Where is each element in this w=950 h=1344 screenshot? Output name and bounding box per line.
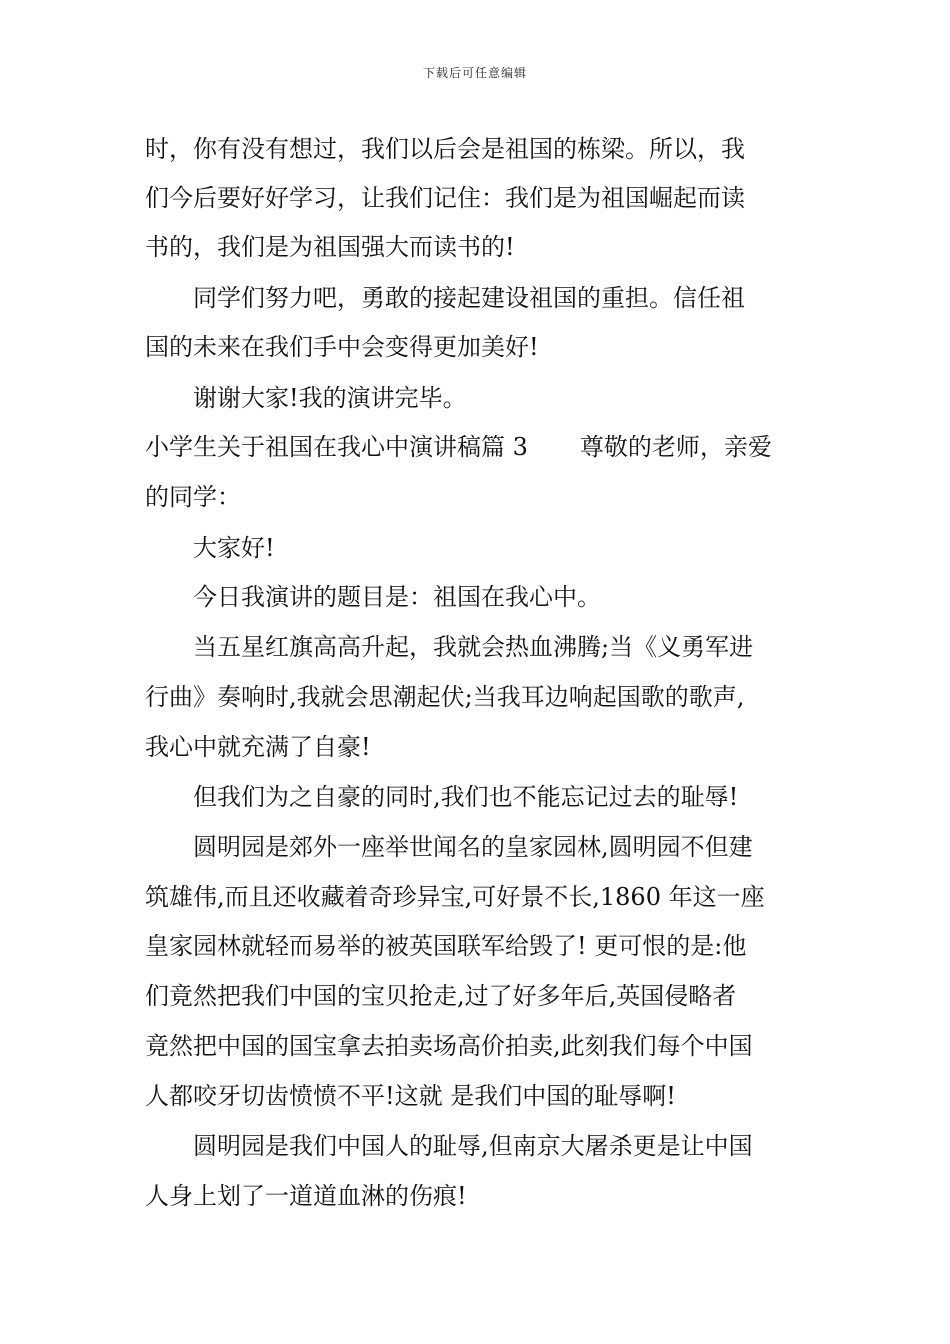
text-line: 人身上划了一道道血淋的伤痕! bbox=[145, 1182, 467, 1210]
page-header: 下载后可任意编辑 bbox=[422, 66, 527, 80]
text-line: 圆明园是郊外一座举世闻名的皇家园林,圆明园不但建 bbox=[193, 833, 753, 861]
text-line: 筑雄伟,而且还收藏着奇珍异宝,可好景不长,1860 年这一座 bbox=[145, 883, 765, 911]
section-heading: 小学生关于祖国在我心中演讲稿篇 3 bbox=[145, 433, 528, 461]
text-span: 尊敬的老师，亲爱 bbox=[579, 433, 772, 461]
text-line: 行曲》奏响时,我就会思潮起伏;当我耳边响起国歌的歌声, bbox=[145, 683, 745, 711]
text-line: 们今后要好好学习，让我们记住：我们是为祖国崛起而读 bbox=[145, 184, 745, 212]
text-line: 皇家园林就轻而易举的被英国联军给毁了! 更可恨的是:他 bbox=[145, 932, 747, 960]
text-line: 大家好! bbox=[193, 534, 275, 562]
text-line: 人都咬牙切齿愤愤不平!这就 是我们中国的耻辱啊! bbox=[145, 1082, 676, 1110]
section-heading-line bbox=[145, 431, 815, 463]
text-line: 今日我演讲的题目是：祖国在我心中。 bbox=[193, 583, 601, 611]
text-line: 谢谢大家!我的演讲完毕。 bbox=[193, 384, 467, 412]
text-line: 竟然把中国的国宝拿去拍卖场高价拍卖,此刻我们每个中国 bbox=[145, 1032, 753, 1060]
text-line: 们竟然把我们中国的宝贝抢走,过了好多年后,英国侵略者 bbox=[145, 982, 737, 1010]
text-line: 圆明园是我们中国人的耻辱,但南京大屠杀更是让中国 bbox=[193, 1132, 753, 1160]
text-line: 同学们努力吧，勇敢的接起建设祖国的重担。信任祖 bbox=[193, 284, 745, 312]
text-line: 我心中就充满了自豪! bbox=[145, 733, 371, 761]
text-line: 的同学： bbox=[145, 483, 241, 511]
text-line: 时，你有没有想过，我们以后会是祖国的栋梁。所以，我 bbox=[145, 135, 745, 163]
text-line: 书的，我们是为祖国强大而读书的! bbox=[145, 233, 515, 261]
text-line: 但我们为之自豪的同时,我们也不能忘记过去的耻辱! bbox=[193, 783, 739, 811]
text-line: 国的未来在我们手中会变得更加美好! bbox=[145, 333, 539, 361]
text-line: 当五星红旗高高升起，我就会热血沸腾;当《义勇军进 bbox=[193, 633, 754, 661]
